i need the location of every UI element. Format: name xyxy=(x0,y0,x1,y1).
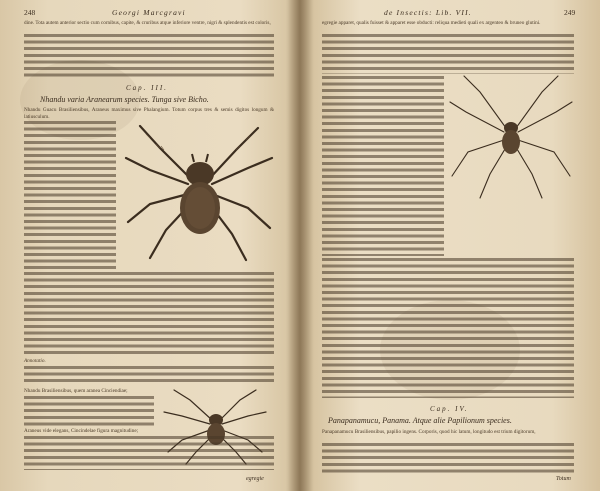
right-opening-text: egregie apparet, qualis fuisset & apparet esse obducti: reliqua medieti quali ex argenteo & bruneo glutini. xyxy=(322,20,541,26)
left-chapter-subtitle: Nhandu varia Aranearum species. Tunga sive Bicho. xyxy=(40,95,209,104)
left-text-block xyxy=(24,366,274,386)
right-text-block xyxy=(322,76,444,256)
right-chapter-heading: Cap. IV. xyxy=(430,405,469,413)
right-text-block xyxy=(322,34,574,74)
left-text-block xyxy=(24,396,154,426)
left-opening-text: dine. Tota autem anterior sectio cum cornibus, capite, & cruribus atque inferiore ventre, nigri & splendentis est coloris, xyxy=(24,20,271,26)
right-running-head: de Insectis: Lib. VII. xyxy=(384,8,472,17)
right-page-number: 249 xyxy=(564,8,576,17)
left-chapter-heading: Cap. III. xyxy=(126,84,168,92)
right-chapter-opening: Panapanamucu Brasiliensibus, papilio ingens. Corporis, quod hic latum, longitudo est trium digitorum, xyxy=(322,429,536,435)
left-chapter-opening: Nhandu Guacu Brasiliensibus, Araneus maximus sive Phalangium. Totum corpus tres & semis digitos longum & latiusculum. xyxy=(24,107,274,120)
araneus-paragraph: Araneus vide elegans, Cincindelae figura magnitudine; xyxy=(24,428,139,434)
left-page-number: 248 xyxy=(24,8,36,17)
right-text-block xyxy=(322,258,574,398)
annotation-label: Annotatio. xyxy=(24,358,46,364)
right-page xyxy=(300,0,600,491)
left-text-block xyxy=(24,272,274,357)
left-text-block xyxy=(24,34,274,78)
left-running-head: Georgi Marcgravi xyxy=(112,8,186,17)
long-legged-spider-illustration xyxy=(446,72,576,202)
right-chapter-subtitle: Panapanamucu, Panama. Atque alie Papilionum species. xyxy=(328,416,512,425)
nhandu-paragraph: Nhandu Brasiliensibus, quem aranea Cinciendiae; xyxy=(24,388,128,394)
right-catchword: Totum xyxy=(556,476,571,482)
tarantula-illustration xyxy=(120,118,278,266)
right-text-block xyxy=(322,443,574,473)
left-text-block xyxy=(24,121,116,271)
left-text-block xyxy=(24,436,274,470)
left-catchword: egregie xyxy=(246,476,264,482)
